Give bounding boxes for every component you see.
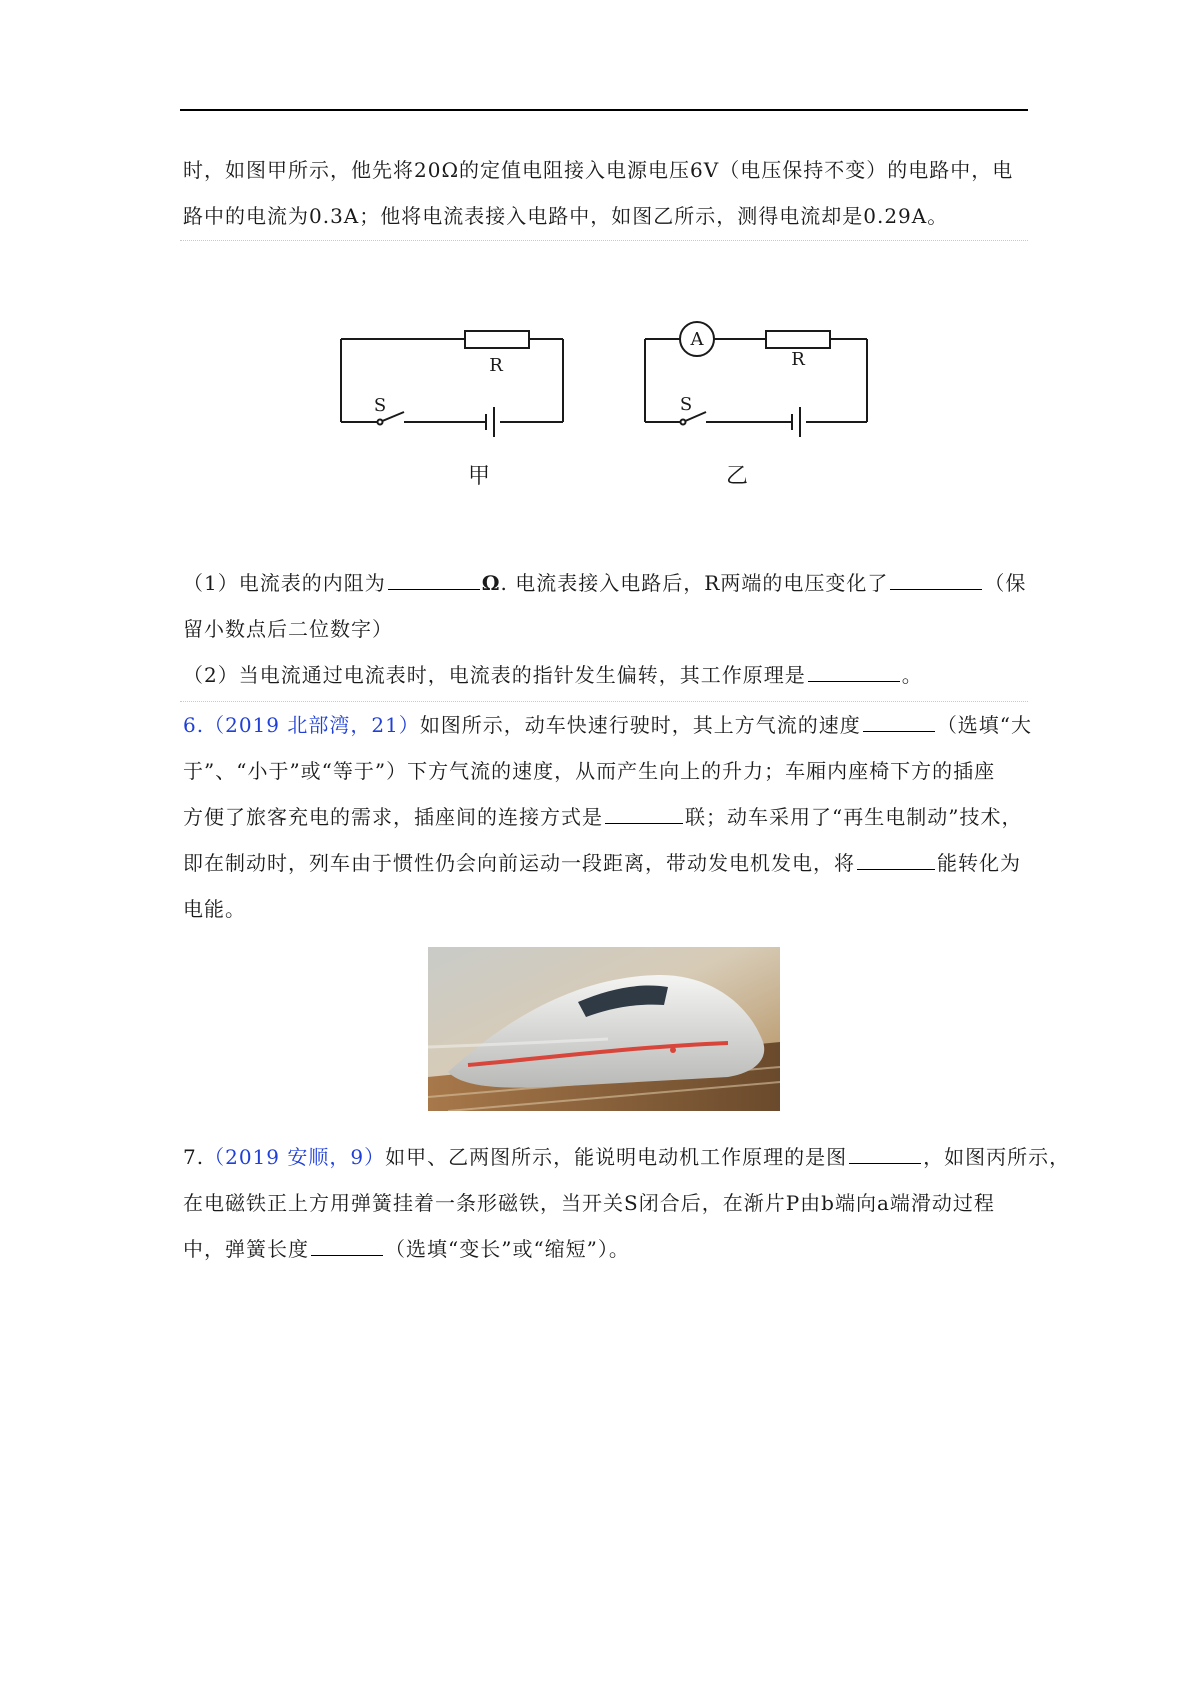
q6-line4-b: 能转化为: [937, 851, 1021, 875]
q5-sub1-line2: 留小数点后二位数字）: [183, 617, 393, 641]
answer-blank[interactable]: [849, 1145, 921, 1164]
q6-line5: 电能。: [183, 897, 246, 921]
train-image: [428, 947, 780, 1111]
q7-text-a: 如甲、乙两图所示，能说明电动机工作原理的是图: [385, 1145, 848, 1169]
q6-line4-a: 即在制动时，列车由于惯性仍会向前运动一段距离，带动发电机发电，将: [183, 851, 855, 875]
q5-intro-line1: 时，如图甲所示，他先将20Ω的定值电阻接入电源电压6V（电压保持不变）的电路中，电: [183, 158, 1014, 182]
answer-blank[interactable]: [388, 571, 480, 590]
switch-pivot: [378, 420, 383, 425]
resistor-label: R: [489, 355, 503, 376]
switch-pivot: [681, 420, 686, 425]
q5-sub1-text-c: （保: [984, 571, 1027, 595]
q6-text-a: 如图所示，动车快速行驶时，其上方气流的速度: [419, 713, 861, 737]
q7-line3-a: 中，弹簧长度: [183, 1237, 309, 1261]
q5-sub1-text-b: . 电流表接入电路后，R两端的电压变化了: [500, 571, 889, 595]
q6-number: 6.: [183, 713, 205, 737]
caption-right: 乙: [725, 464, 749, 489]
circuit-right: [645, 322, 867, 437]
q5-sub2-text-a: 当电流通过电流表时，电流表的指针发生偏转，其工作原理是: [238, 663, 806, 687]
question-6: [183, 702, 1033, 932]
circuit-left: [341, 331, 563, 437]
q5-sub1-number: （1）: [183, 571, 239, 595]
q5-intro-line2: 路中的电流为0.3A；他将电流表接入电路中，如图乙所示，测得电流却是0.29A。: [183, 204, 949, 228]
ammeter-label: A: [690, 329, 704, 350]
answer-blank[interactable]: [808, 663, 900, 682]
q6-line3-b: 联；动车采用了“再生电制动”技术，: [685, 805, 1023, 829]
switch-label: S: [679, 394, 693, 415]
q7-source: （2019 安顺，9）: [204, 1145, 386, 1169]
q7-text-b: ，如图丙所示，: [923, 1145, 1071, 1169]
q5-sub2: [183, 652, 1025, 698]
switch-label: S: [373, 395, 387, 416]
q7-number: 7.: [183, 1145, 205, 1169]
answer-blank[interactable]: [857, 851, 935, 870]
q7-line3-b: （选填“变长”或“缩短”）。: [385, 1237, 630, 1261]
resistor: [766, 331, 830, 348]
q6-line2: 于”、“小于”或“等于”）下方气流的速度，从而产生向上的升力；车厢内座椅下方的插座: [183, 759, 996, 783]
q5-sub2-text-b: 。: [901, 663, 923, 687]
q6-text-b: （选填“大: [936, 713, 1033, 737]
question-7: [183, 1134, 1071, 1272]
resistor: [465, 331, 529, 348]
q6-source: （2019 北部湾，21）: [204, 713, 420, 737]
q6-line3-a: 方便了旅客充电的需求，插座间的连接方式是: [183, 805, 603, 829]
answer-blank[interactable]: [890, 571, 982, 590]
answer-blank[interactable]: [605, 805, 683, 824]
q5-sub2-number: （2）: [183, 663, 239, 687]
circuit-diagrams: [0, 0, 1200, 520]
train-photo: [428, 947, 780, 1111]
answer-blank[interactable]: [863, 713, 935, 732]
q5-sub1-text-a: 电流表的内阻为: [238, 571, 386, 595]
caption-left: 甲: [467, 464, 491, 489]
answer-blank[interactable]: [311, 1237, 383, 1256]
q7-line2: 在电磁铁正上方用弹簧挂着一条形磁铁，当开关S闭合后，在渐片P由b端向a端滑动过程: [183, 1191, 995, 1215]
resistor-label: R: [791, 349, 805, 370]
q5-sub1-unit: Ω: [481, 571, 501, 595]
q5-sub1: [183, 560, 1025, 652]
